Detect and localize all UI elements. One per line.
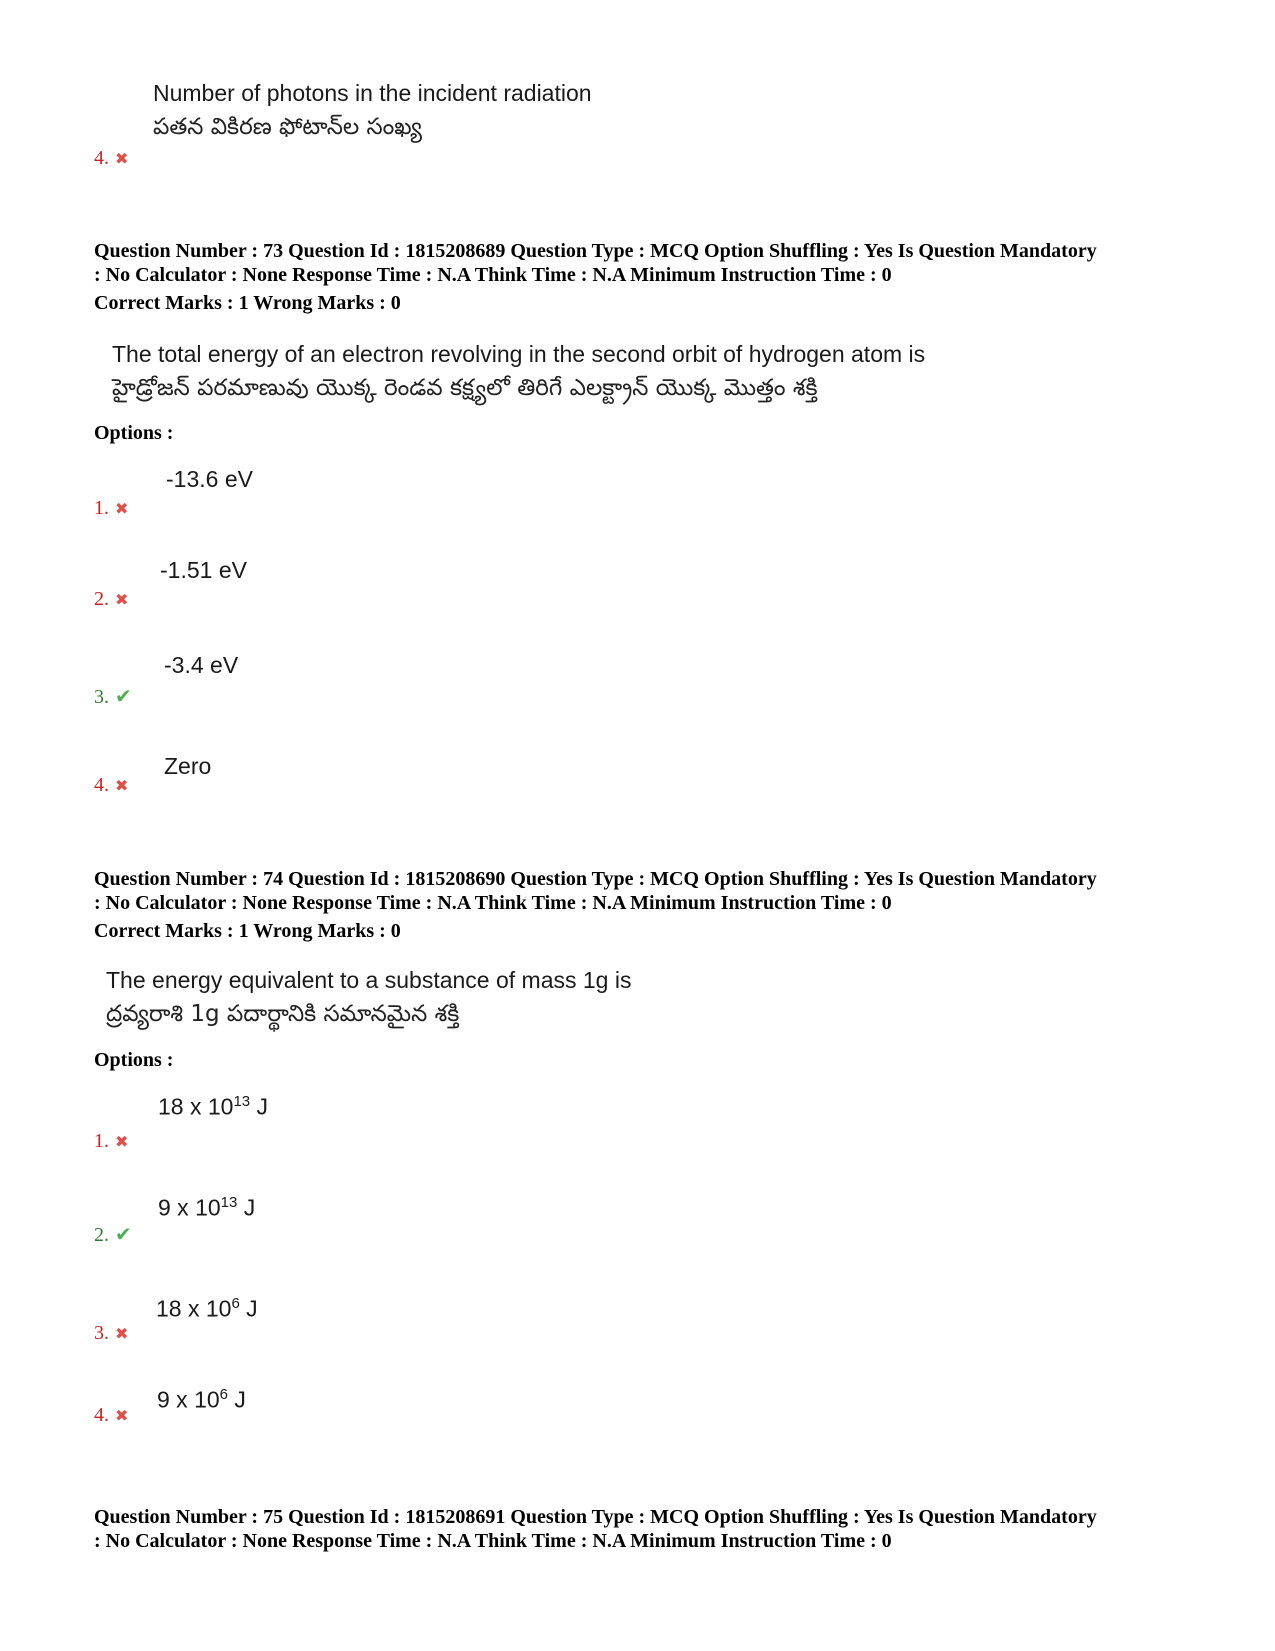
- q73-marks: Correct Marks : 1 Wrong Marks : 0: [94, 292, 401, 314]
- q74-marks: Correct Marks : 1 Wrong Marks : 0: [94, 920, 401, 942]
- q74-option4-number: 4. ✖: [94, 1404, 129, 1426]
- q72-option4-text-te: పతన వికిరణ ఫోటాన్‌ల సంఖ్య: [153, 114, 422, 140]
- q72-option4-text: [153, 76, 592, 144]
- q73-option4-number: 4. ✖: [94, 774, 129, 796]
- q75-meta-line1: Question Number : 75 Question Id : 1815208691 Question Type : MCQ Option Shuffling : Yes Is Question Mandatory: [94, 1506, 1097, 1528]
- q73-option2-number: 2. ✖: [94, 588, 129, 610]
- check-icon: ✔: [115, 1222, 132, 1246]
- cross-icon: ✖: [115, 149, 129, 168]
- q74-option2-text: 9 x $10^{13}$ J: [158, 1194, 256, 1221]
- q73-option4-text: Zero: [164, 753, 212, 779]
- q74-meta-line1: Question Number : 74 Question Id : 1815208690 Question Type : MCQ Option Shuffling : Yes Is Question Mandatory: [94, 868, 1097, 890]
- q74-question-text: [106, 963, 631, 1031]
- q73-question-text-en: The total energy of an electron revolving in the second orbit of hydrogen atom is: [112, 341, 926, 367]
- q73-question-text: [112, 337, 925, 405]
- q73-option3-number: 3. ✔: [94, 684, 132, 708]
- q72-option4-text-en: Number of photons in the incident radiation: [153, 80, 592, 106]
- q75-meta: [94, 1505, 1204, 1553]
- cross-icon: ✖: [115, 590, 129, 609]
- q73-option1-number: 1. ✖: [94, 497, 129, 519]
- check-icon: ✔: [115, 684, 132, 708]
- q75-meta-line2: : No Calculator : None Response Time : N.A Think Time : N.A Minimum Instruction Time : 0: [94, 1530, 892, 1552]
- q73-option1-text: -13.6 eV: [166, 466, 253, 492]
- q74-question-text-en: The energy equivalent to a substance of mass 1g is: [106, 967, 632, 993]
- q73-meta-line1: Question Number : 73 Question Id : 1815208689 Question Type : MCQ Option Shuffling : Yes Is Question Mandatory: [94, 240, 1097, 262]
- cross-icon: ✖: [115, 499, 129, 518]
- q74-option1-text: 18 x $10^{13}$ J: [158, 1093, 269, 1120]
- q74-option2-number: 2. ✔: [94, 1222, 132, 1246]
- q72-option4-number: 4. ✖: [94, 147, 129, 169]
- q73-meta: [94, 239, 1204, 287]
- cross-icon: ✖: [115, 1324, 129, 1343]
- q73-question-text-te: హైడ్రోజన్ పరమాణువు యొక్క రెండవ కక్ష్యలో తిరిగే ఎలక్ట్రాన్ యొక్క మొత్తం శక్తి: [112, 375, 818, 401]
- cross-icon: ✖: [115, 1132, 129, 1151]
- q74-question-text-te: ద్రవ్యరాశి 1g పదార్థానికి సమానమైన శక్తి: [106, 1001, 460, 1027]
- q74-option3-number: 3. ✖: [94, 1322, 129, 1344]
- cross-icon: ✖: [115, 1406, 129, 1425]
- q74-option1-number: 1. ✖: [94, 1130, 129, 1152]
- q74-option3-text: 18 x $10^6$ J: [156, 1295, 258, 1322]
- q74-meta-line2: : No Calculator : None Response Time : N.A Think Time : N.A Minimum Instruction Time : 0: [94, 892, 892, 914]
- q73-meta-line2: : No Calculator : None Response Time : N.A Think Time : N.A Minimum Instruction Time : 0: [94, 264, 892, 286]
- q73-option3-text: -3.4 eV: [164, 652, 239, 678]
- q73-option2-text: -1.51 eV: [160, 557, 247, 583]
- q74-option4-text: 9 x $10^6$ J: [157, 1386, 246, 1413]
- q74-options-label: Options :: [94, 1049, 174, 1071]
- q74-meta: [94, 867, 1204, 915]
- cross-icon: ✖: [115, 776, 129, 795]
- q73-options-label: Options :: [94, 422, 174, 444]
